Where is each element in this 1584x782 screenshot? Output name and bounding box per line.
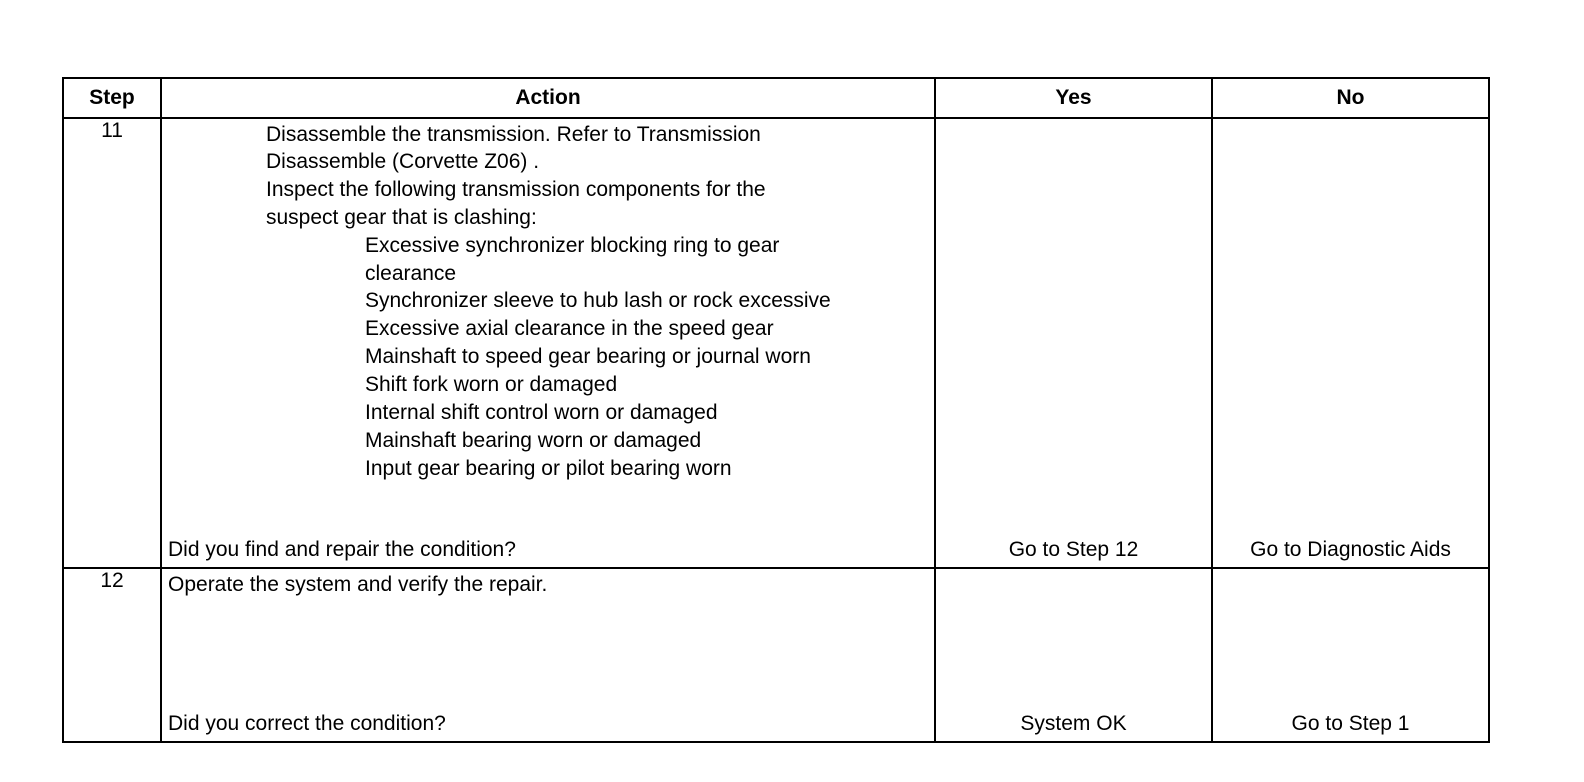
header-row bbox=[63, 78, 1489, 118]
action-cell bbox=[161, 118, 935, 568]
yes-cell bbox=[935, 568, 1212, 742]
step-number: 12 bbox=[63, 568, 161, 742]
action-text: Operate the system and verify the repair. bbox=[168, 573, 548, 596]
table-row-step-11 bbox=[63, 118, 1489, 568]
diagnostic-table bbox=[62, 77, 1490, 743]
no-answer: Go to Diagnostic Aids bbox=[1250, 538, 1451, 561]
action-cell bbox=[161, 568, 935, 742]
header-yes: Yes bbox=[935, 78, 1212, 118]
inspect-item: Excessive axial clearance in the speed gear bbox=[365, 317, 774, 340]
action-intro-line: suspect gear that is clashing: bbox=[266, 206, 537, 229]
inspect-item: Mainshaft to speed gear bearing or journal worn bbox=[365, 345, 811, 368]
step-number: 11 bbox=[63, 118, 161, 568]
inspect-item: Mainshaft bearing worn or damaged bbox=[365, 429, 702, 452]
action-question: Did you find and repair the condition? bbox=[168, 538, 516, 561]
inspect-item: Excessive synchronizer blocking ring to gear bbox=[365, 234, 780, 257]
no-answer: Go to Step 1 bbox=[1291, 712, 1410, 735]
inspect-item: Shift fork worn or damaged bbox=[365, 373, 618, 396]
header-step: Step bbox=[63, 78, 161, 118]
yes-answer: System OK bbox=[1020, 712, 1127, 735]
table-row-step-12 bbox=[63, 568, 1489, 742]
inspect-item: clearance bbox=[365, 262, 457, 285]
yes-cell bbox=[935, 118, 1212, 568]
action-question: Did you correct the condition? bbox=[168, 712, 446, 735]
inspect-item: Input gear bearing or pilot bearing worn bbox=[365, 457, 732, 480]
header-action: Action bbox=[161, 78, 935, 118]
no-cell bbox=[1212, 568, 1489, 742]
action-intro-line: Inspect the following transmission components for the bbox=[266, 178, 766, 201]
action-intro-line: Disassemble (Corvette Z06) . bbox=[266, 150, 540, 173]
header-no: No bbox=[1212, 78, 1489, 118]
action-intro-line: Disassemble the transmission. Refer to Transmission bbox=[266, 123, 761, 146]
no-cell bbox=[1212, 118, 1489, 568]
inspect-item: Internal shift control worn or damaged bbox=[365, 401, 718, 424]
inspect-item: Synchronizer sleeve to hub lash or rock excessive bbox=[365, 289, 831, 312]
yes-answer: Go to Step 12 bbox=[1008, 538, 1139, 561]
